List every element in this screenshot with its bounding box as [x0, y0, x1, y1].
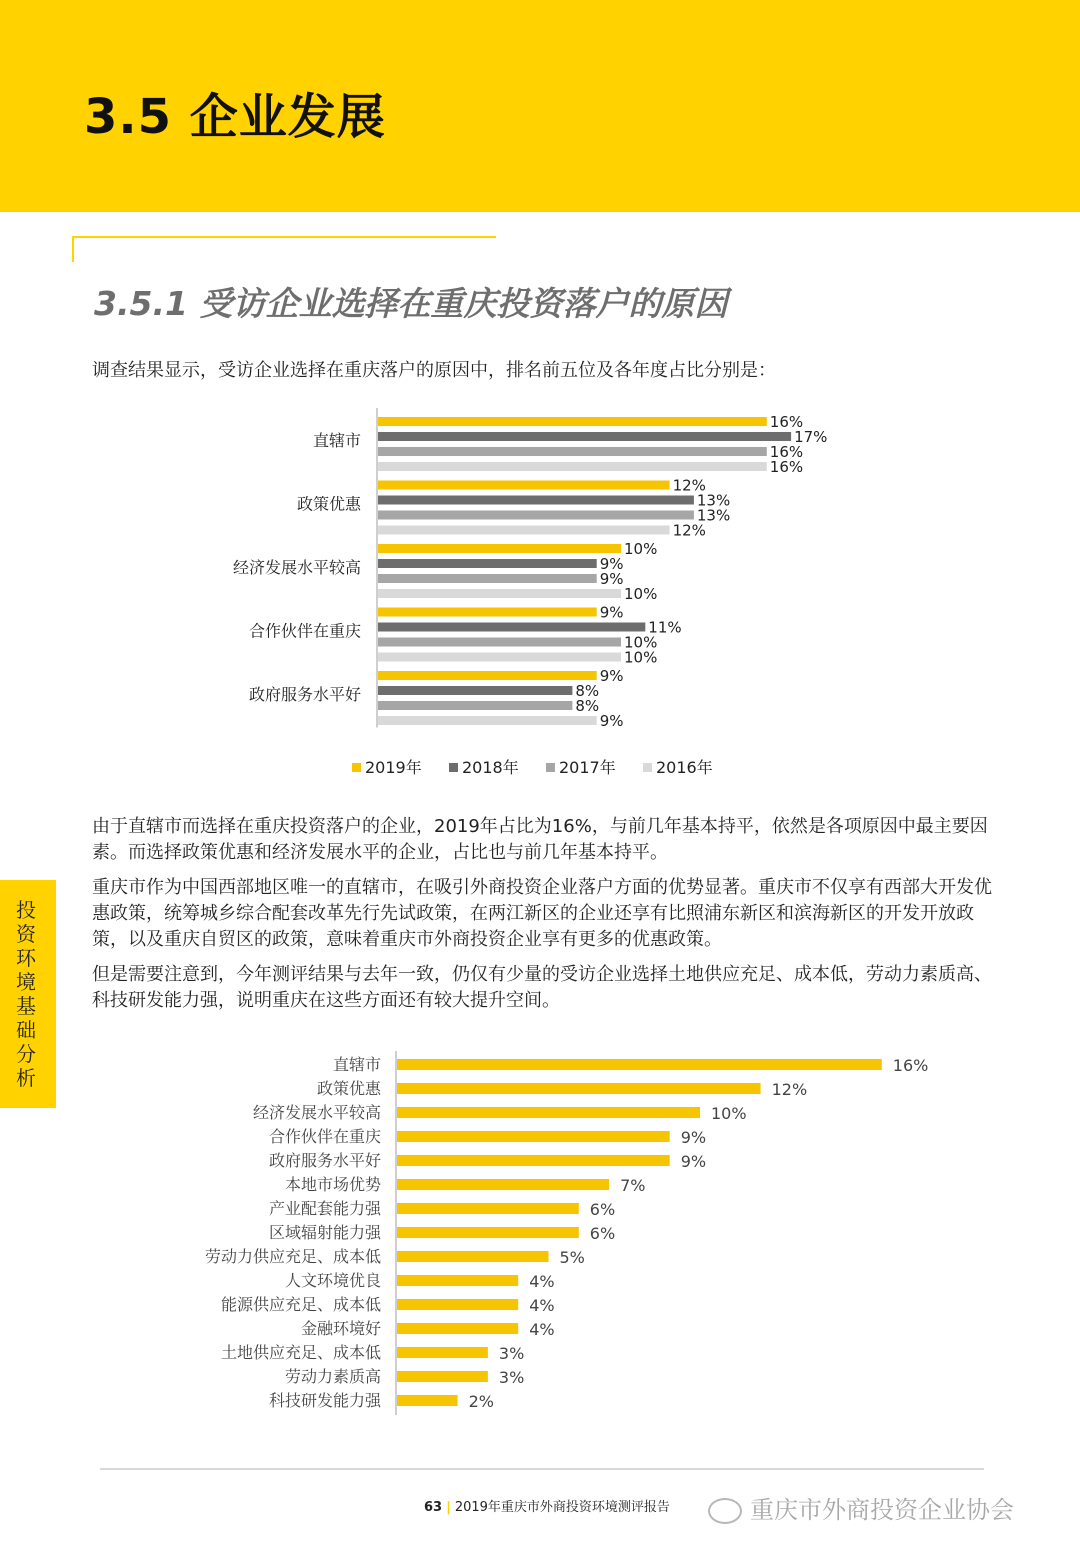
data-label: 16% [892, 1056, 929, 1075]
header-band [0, 0, 1080, 212]
bar [378, 653, 621, 662]
footer-separator: | [446, 1500, 451, 1515]
bar [378, 623, 645, 632]
data-label: 9% [599, 555, 624, 573]
bar [397, 1083, 761, 1094]
category-label: 直辖市 [332, 1055, 381, 1074]
data-label: 12% [672, 476, 706, 495]
category-label: 合作伙伴在重庆 [248, 621, 361, 641]
bar [378, 447, 767, 456]
bar [378, 526, 670, 535]
bar [378, 686, 572, 695]
bar [397, 1323, 518, 1334]
paragraph: 由于直辖市而选择在重庆投资落户的企业，2019年占比为16%，与前几年基本持平，依然是各项原因中最主要因素。而选择政策优惠和经济发展水平的企业，占比也与前几年基本持平。 [92, 816, 988, 863]
paragraph: 但是需要注意到，今年测评结果与去年一致，仍仅有少量的受访企业选择土地供应充足、成本低，劳动力素质高、科技研发能力强，说明重庆在这些方面还有较大提升空间。 [92, 964, 992, 1011]
watermark-text: 重庆市外商投资企业协会 [750, 1496, 1014, 1524]
category-label: 劳动力供应充足、成本低 [204, 1247, 381, 1266]
category-label: 经济发展水平较高 [252, 1103, 381, 1122]
page-number: 63 [424, 1500, 443, 1515]
footer-divider [100, 1468, 984, 1470]
data-label: 10% [624, 585, 658, 603]
category-label: 区域辐射能力强 [268, 1223, 381, 1242]
bar [378, 716, 597, 725]
data-label: 3% [498, 1368, 525, 1387]
data-label: 9% [599, 667, 624, 685]
data-label: 10% [711, 1104, 747, 1123]
paragraph: 重庆市作为中国西部地区唯一的直辖市，在吸引外商投资企业落户方面的优势显著。重庆市不仅享有西部大开发优惠政策，统筹城乡综合配套改革先行先试政策，在两江新区的企业还享有比照浦东新区和滨海新区的开发开放政策，以及重庆自贸区的政策，意味着重庆市外商投资企业享有更多的优惠政策。 [92, 877, 992, 950]
category-label: 产业配套能力强 [268, 1199, 381, 1218]
data-label: 12% [672, 521, 706, 540]
chapter-title: 3.5 企业发展 [84, 89, 386, 145]
bar [378, 481, 670, 490]
bar [378, 608, 597, 617]
bar [397, 1299, 518, 1310]
bar [397, 1227, 579, 1238]
data-label: 9% [680, 1128, 707, 1147]
grouped-bar-chart [0, 400, 1080, 800]
data-label: 4% [529, 1320, 555, 1339]
legend-label: 2017年 [559, 758, 616, 777]
data-label: 9% [599, 603, 624, 622]
data-label: 12% [771, 1080, 808, 1099]
data-label: 10% [624, 540, 658, 558]
bar [378, 544, 621, 553]
data-label: 2% [468, 1392, 494, 1411]
bar [397, 1347, 488, 1358]
bar [378, 671, 597, 680]
data-label: 9% [599, 570, 624, 588]
category-label: 政策优惠 [296, 494, 361, 514]
bar [378, 432, 791, 441]
category-label: 政府服务水平好 [248, 685, 361, 704]
bar [378, 638, 621, 647]
data-label: 8% [575, 682, 600, 700]
category-label: 金融环境好 [300, 1319, 381, 1338]
bar [397, 1251, 549, 1262]
data-label: 6% [589, 1200, 616, 1219]
data-label: 16% [769, 413, 804, 431]
category-label: 合作伙伴在重庆 [268, 1127, 381, 1146]
category-label: 政策优惠 [316, 1079, 381, 1098]
data-label: 4% [529, 1272, 555, 1291]
category-label: 科技研发能力强 [268, 1391, 381, 1410]
data-label: 8% [575, 697, 600, 715]
data-label: 11% [648, 618, 682, 637]
bar [397, 1155, 670, 1166]
report-name: 2019年重庆市外商投资环境测评报告 [454, 1500, 670, 1515]
data-label: 10% [624, 633, 658, 652]
bar [378, 589, 621, 598]
bar [397, 1179, 609, 1190]
bar [378, 701, 572, 710]
section-bracket-decoration [72, 236, 496, 262]
bar [397, 1395, 458, 1406]
bar [378, 511, 694, 520]
body-paragraphs [92, 814, 996, 1023]
bar [378, 417, 767, 426]
section-title: 3.5.1 受访企业选择在重庆投资落户的原因 [94, 284, 728, 323]
data-label: 6% [589, 1224, 616, 1243]
bar [397, 1059, 882, 1070]
footer [424, 1496, 670, 1515]
legend-label: 2019年 [365, 758, 422, 777]
data-label: 10% [624, 648, 658, 667]
intro-text: 调查结果显示，受访企业选择在重庆落户的原因中，排名前五位及各年度占比分别是： [92, 360, 776, 381]
bar [378, 462, 767, 471]
data-label: 17% [794, 428, 828, 446]
data-label: 4% [529, 1296, 555, 1315]
bar [378, 559, 597, 568]
category-label: 政府服务水平好 [268, 1151, 381, 1170]
legend-swatch [546, 763, 555, 772]
wechat-icon [708, 1498, 742, 1524]
bar [397, 1203, 579, 1214]
watermark [708, 1490, 1014, 1525]
bar [397, 1371, 488, 1382]
category-label: 劳动力素质高 [284, 1367, 381, 1386]
data-label: 9% [599, 712, 624, 730]
bar [397, 1131, 670, 1142]
data-label: 13% [696, 506, 731, 525]
legend-swatch [643, 763, 652, 772]
bar [397, 1275, 518, 1286]
category-label: 人文环境优良 [284, 1271, 381, 1290]
side-tab-label: 投资环境基础分析 [16, 898, 36, 1090]
data-label: 3% [498, 1344, 525, 1363]
data-label: 13% [696, 491, 731, 510]
category-label: 直辖市 [312, 431, 361, 450]
data-label: 16% [769, 443, 804, 461]
bar [397, 1107, 700, 1118]
data-label: 9% [680, 1152, 707, 1171]
legend-label: 2016年 [656, 758, 713, 777]
bar [378, 574, 597, 583]
legend-swatch [449, 763, 458, 772]
legend-swatch [352, 763, 361, 772]
category-label: 经济发展水平较高 [232, 558, 361, 577]
bar [378, 496, 694, 505]
category-label: 本地市场优势 [284, 1175, 381, 1194]
category-label: 能源供应充足、成本低 [220, 1295, 381, 1314]
data-label: 16% [769, 458, 804, 476]
ranking-bar-chart [0, 1045, 1080, 1425]
category-label: 土地供应充足、成本低 [220, 1343, 381, 1362]
legend-label: 2018年 [462, 758, 519, 777]
data-label: 5% [559, 1248, 585, 1267]
data-label: 7% [620, 1176, 646, 1195]
